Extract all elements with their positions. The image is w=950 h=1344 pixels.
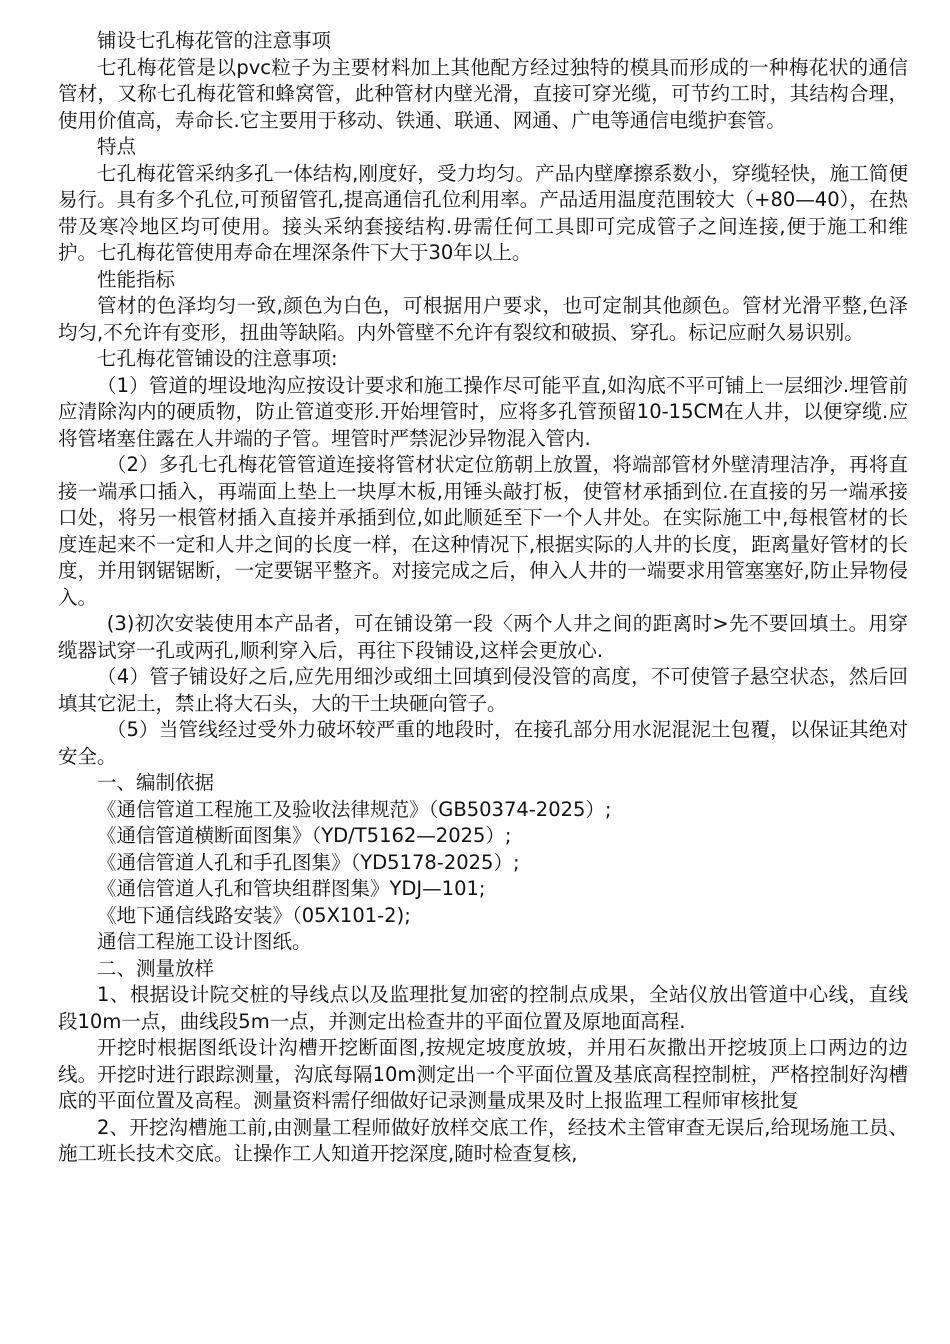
laying-item-2: （2）多孔七孔梅花管管道连接将管材状定位筋朝上放置，将端部管材外壁清理洁净，再将直接一端承口插入，再端面上垫上一块厚木板,用锤头敲打板，使管材承插到位.在直接的另一端承接口处，将另一根管材插入直接并承插到位,如此顺延至下一个人井处。在实际施工中,每根管材的长度连起来不一定和人井之间的长度一样，在这种情况下,根据实际的人井的长度，距离量好管材的长度，并用钢锯锯断，一定要锯平整齐。对接完成之后，伸入人井的一端要求用管塞塞好,防止异物侵入。 <box>58 453 908 609</box>
laying-item-3: (3)初次安装使用本产品者，可在铺设第一段〈两个人井之间的距离时>先不要回填土。用穿缆器试穿一孔或两孔,顺利穿入后，再往下段铺设,这样会更放心. <box>58 612 908 662</box>
reference-item-2: 《通信管道横断面图集》（YD/T5162—2025）; <box>97 824 512 847</box>
reference-item-5: 《地下通信线路安装》（05X101-2); <box>97 903 411 927</box>
reference-item-1: 《通信管道工程施工及验收法律规范》（GB50374-2025）; <box>97 797 612 821</box>
section-heading-survey: 二、测量放样 <box>97 956 215 980</box>
document-title: 铺设七孔梅花管的注意事项 <box>97 29 332 52</box>
features-paragraph: 七孔梅花管采纳多孔一体结构,刚度好，受力均匀。产品内壁摩擦系数小，穿缆轻快，施工简便易行。具有多个孔位,可预留管孔,提高通信孔位利用率。产品适用温度范围较大（+80—40），在热带及寒冷地区均可使用。接头采纳套接结构.毋需任何工具即可完成管子之间连接,便于施工和维护。七孔梅花管使用寿命在埋深条件下大于30年以上。 <box>58 161 908 264</box>
features-heading: 特点 <box>97 135 137 158</box>
reference-item-4: 《通信管道人孔和管块组群图集》YDJ—101; <box>97 877 486 900</box>
performance-heading: 性能指标 <box>97 267 176 291</box>
reference-item-6: 通信工程施工设计图纸。 <box>97 930 312 953</box>
reference-item-3: 《通信管道人孔和手孔图集》（YD5178-2025）; <box>97 850 520 874</box>
laying-item-5: （5）当管线经过受外力破坏较严重的地段时，在接孔部分用水泥混泥土包覆，以保证其绝对安全。 <box>58 718 908 768</box>
intro-paragraph: 七孔梅花管是以pvc粒子为主要材料加上其他配方经过独特的模具而形成的一种梅花状的通信管材，又称七孔梅花管和蜂窝管，此种管材内壁光滑，直接可穿光缆，可节约工时，其结构合理，使用价值高，寿命长.它主要用于移动、铁通、联通、网通、广电等通信电缆护套管。 <box>58 55 908 132</box>
section-heading-basis: 一、编制依据 <box>97 771 215 794</box>
laying-item-4: （4）管子铺设好之后,应先用细沙或细土回填到侵没管的高度，不可使管子悬空状态，然后回填其它泥土，禁止将大石头，大的干土块砸向管子。 <box>58 665 908 715</box>
survey-paragraph-3: 2、开挖沟槽施工前,由测量工程师做好放样交底工作，经技术主管审查无误后,给现场施工员、施工班长技术交底。让操作工人知道开挖深度,随时检查复核, <box>58 1115 908 1165</box>
document-page <box>58 28 908 1168</box>
laying-item-1: （1）管道的埋设地沟应按设计要求和施工操作尽可能平直,如沟底不平可铺上一层细沙.埋管前应清除沟内的硬质物，防止管道变形.开始埋管时，应将多孔管预留10-15CM在人井，以便穿缆.应将管堵塞住露在人井端的子管。埋管时严禁泥沙异物混入管内. <box>58 373 908 450</box>
survey-paragraph-1: 1、根据设计院交桩的导线点以及监理批复加密的控制点成果，全站仪放出管道中心线，直线段10m一点，曲线段5m一点，并测定出检查井的平面位置及原地面高程. <box>58 983 908 1033</box>
survey-paragraph-2: 开挖时根据图纸设计沟槽开挖断面图,按规定坡度放坡，并用石灰撒出开挖坡顶上口两边的边线。开挖时进行跟踪测量，沟底每隔10m测定出一个平面位置及基底高程控制桩，严格控制好沟槽底的平面位置及高程。测量资料需仔细做好记录测量成果及时上报监理工程师审核批复 <box>58 1036 908 1112</box>
laying-heading: 七孔梅花管铺设的注意事项: <box>97 347 338 370</box>
performance-paragraph: 管材的色泽均匀一致,颜色为白色，可根据用户要求，也可定制其他颜色。管材光滑平整,色泽均匀,不允许有变形，扭曲等缺陷。内外管壁不允许有裂纹和破损、穿孔。标记应耐久易识别。 <box>58 294 908 344</box>
